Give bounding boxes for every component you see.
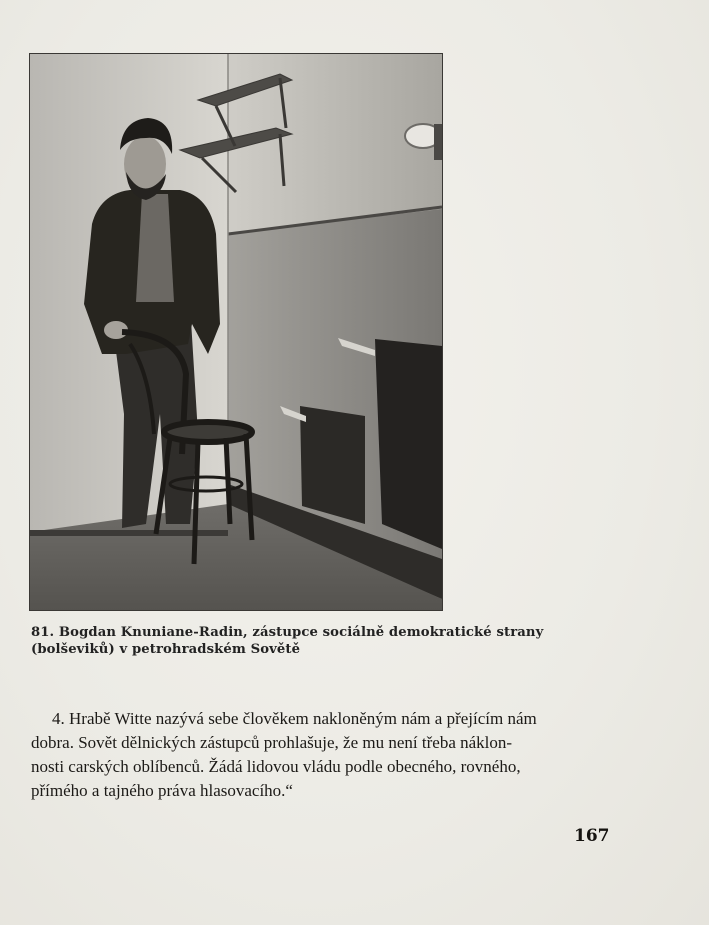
- page-number: 167: [574, 826, 610, 846]
- body-line: dobra. Sovět dělnických zástupců prohlašuje, že mu není třeba náklon-: [31, 733, 513, 752]
- figure-caption: [31, 624, 544, 658]
- photo-illustration: [30, 54, 442, 610]
- caption-line: (bolševiků) v petrohradském Sovětě: [31, 642, 301, 657]
- body-line: nosti carských oblíbenců. Žádá lidovou vládu podle obecného, rovného,: [31, 757, 521, 776]
- caption-line: 81. Bogdan Knuniane-Radin, zástupce sociálně demokratické strany: [31, 625, 544, 640]
- historical-photograph: [30, 54, 442, 610]
- body-line: přímého a tajného práva hlasovacího.“: [31, 781, 293, 800]
- body-paragraph: [31, 707, 583, 803]
- body-line: 4. Hrabě Witte nazývá sebe člověkem nakloněným nám a přejícím nám: [52, 709, 537, 728]
